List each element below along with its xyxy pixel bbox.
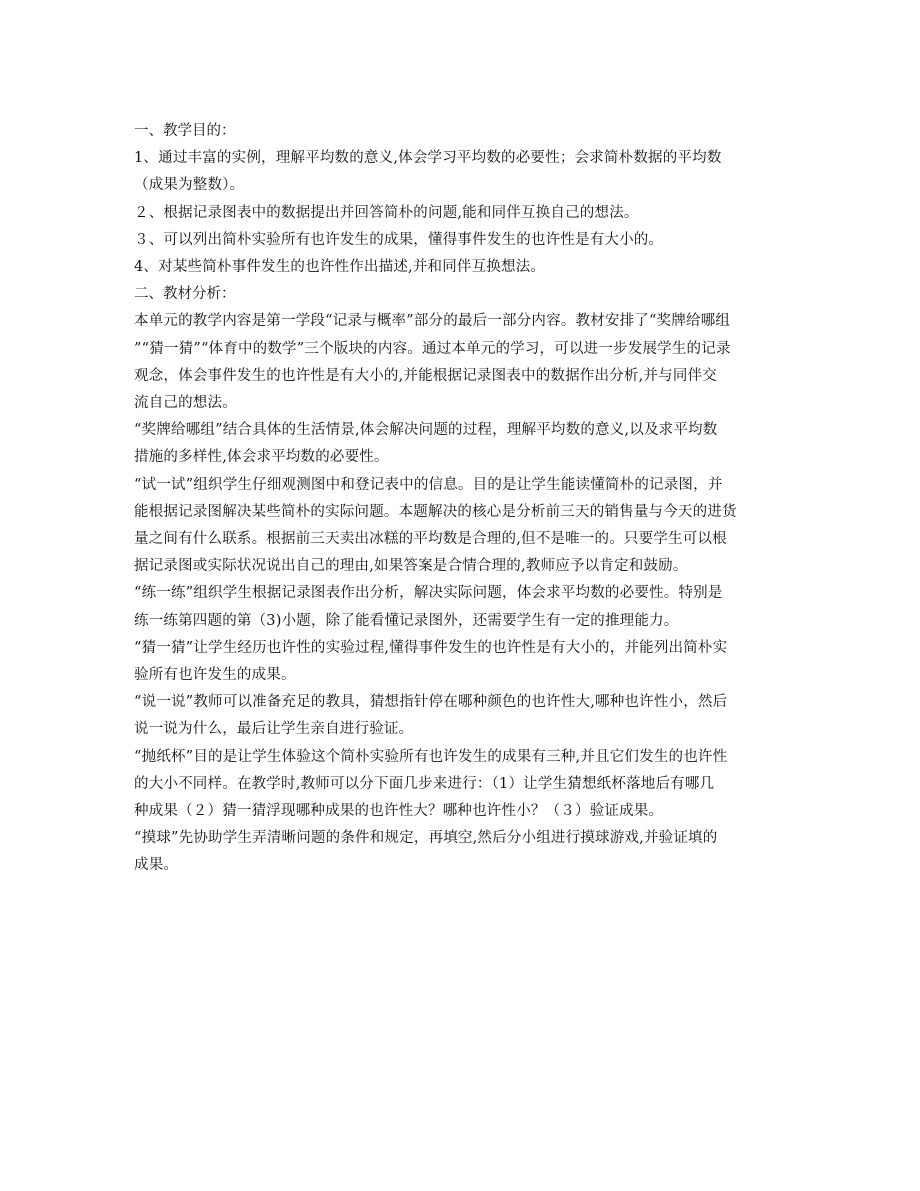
paragraph-1-line-3: 观念，体会事件发生的也许性是有大小的,并能根据记录图表中的数据作出分析,并与同伴交	[134, 367, 717, 384]
paragraph-1-line-4: 流自己的想法。	[134, 395, 237, 412]
section-title-material-analysis: 二、教材分析：	[134, 286, 236, 303]
paragraph-3-line-4: 据记录图或实际状况说出自己的理由,如果答案是合情合理的,教师应予以肯定和鼓励。	[134, 558, 688, 575]
paragraph-4-line-2: 练一练第四题的第（3)小题，除了能看懂记录图外，还需要学生有一定的推理能力。	[134, 612, 679, 629]
goal-4: 4、对某些简朴事件发生的也许性作出描述,并和同伴互换想法。	[134, 259, 546, 276]
document-body	[134, 118, 794, 880]
paragraph-3-line-3: 量之间有什么联系。根据前三天卖出冰糕的平均数是合理的,但不是唯一的。只要学生可以根	[134, 531, 727, 548]
paragraph-8-line-1: “摸球”先协助学生弄清晰问题的条件和规定，再填空,然后分小组进行摸球游戏,并验证填的	[134, 830, 718, 847]
paragraph-7-line-2: 的大小不同样。在教学时,教师可以分下面几步来进行：（1）让学生猜想纸杯落地后有哪几	[134, 775, 715, 792]
goal-3: ３、可以列出简朴实验所有也许发生的成果，懂得事件发生的也许性是有大小的。	[134, 231, 664, 248]
paragraph-2-line-2: 措施的多样性,体会求平均数的必要性。	[134, 449, 389, 466]
paragraph-8-line-2: 成果。	[134, 857, 179, 874]
paragraph-3-line-1: “试一试”组织学生仔细观测图中和登记表中的信息。目的是让学生能读懂简朴的记录图，并	[134, 476, 723, 493]
paragraph-6-line-2: 说一说为什么，最后让学生亲自进行验证。	[134, 721, 414, 738]
paragraph-5-line-2: 验所有也许发生的成果。	[134, 667, 296, 684]
goal-2: ２、根据记录图表中的数据提出并回答简朴的问题,能和同伴互换自己的想法。	[134, 204, 639, 221]
goal-1-line-2: （成果为整数）。	[134, 177, 245, 194]
paragraph-2-line-1: “奖牌给哪组”结合具体的生活情景,体会解决问题的过程，理解平均数的意义,以及求平均数	[134, 422, 718, 439]
section-title-teaching-goals: 一、教学目的：	[134, 123, 236, 139]
paragraph-1-line-1: 本单元的教学内容是第一学段“记录与概率”部分的最后一部分内容。教材安排了“奖牌给哪组	[134, 313, 731, 330]
paragraph-1-line-2: ”“猜一猜”“体育中的数学”三个版块的内容。通过本单元的学习，可以进一步发展学生的记录	[134, 340, 731, 357]
paragraph-4-line-1: “练一练”组织学生根据记录图表作出分析，解决实际问题，体会求平均数的必要性。特别是	[134, 585, 723, 602]
paragraph-5-line-1: “猜一猜”让学生经历也许性的实验过程,懂得事件发生的也许性是有大小的，并能列出简朴实	[134, 639, 728, 656]
goal-1-line-1: 1、通过丰富的实例，理解平均数的意义,体会学习平均数的必要性；会求简朴数据的平均数	[134, 150, 722, 167]
paragraph-7-line-1: “抛纸杯”目的是让学生体验这个简朴实验所有也许发生的成果有三种,并且它们发生的也许性	[134, 748, 728, 765]
paragraph-6-line-1: “说一说”教师可以准备充足的教具，猜想指针停在哪种颜色的也许性大,哪种也许性小，然后	[134, 694, 728, 711]
paragraph-3-line-2: 能根据记录图解决某些简朴的实际问题。本题解决的核心是分析前三天的销售量与今天的进货	[134, 503, 737, 520]
paragraph-7-line-3: 种成果（２）猜一猜浮现哪种成果的也许性大？哪种也许性小？（３）验证成果。	[134, 803, 664, 820]
